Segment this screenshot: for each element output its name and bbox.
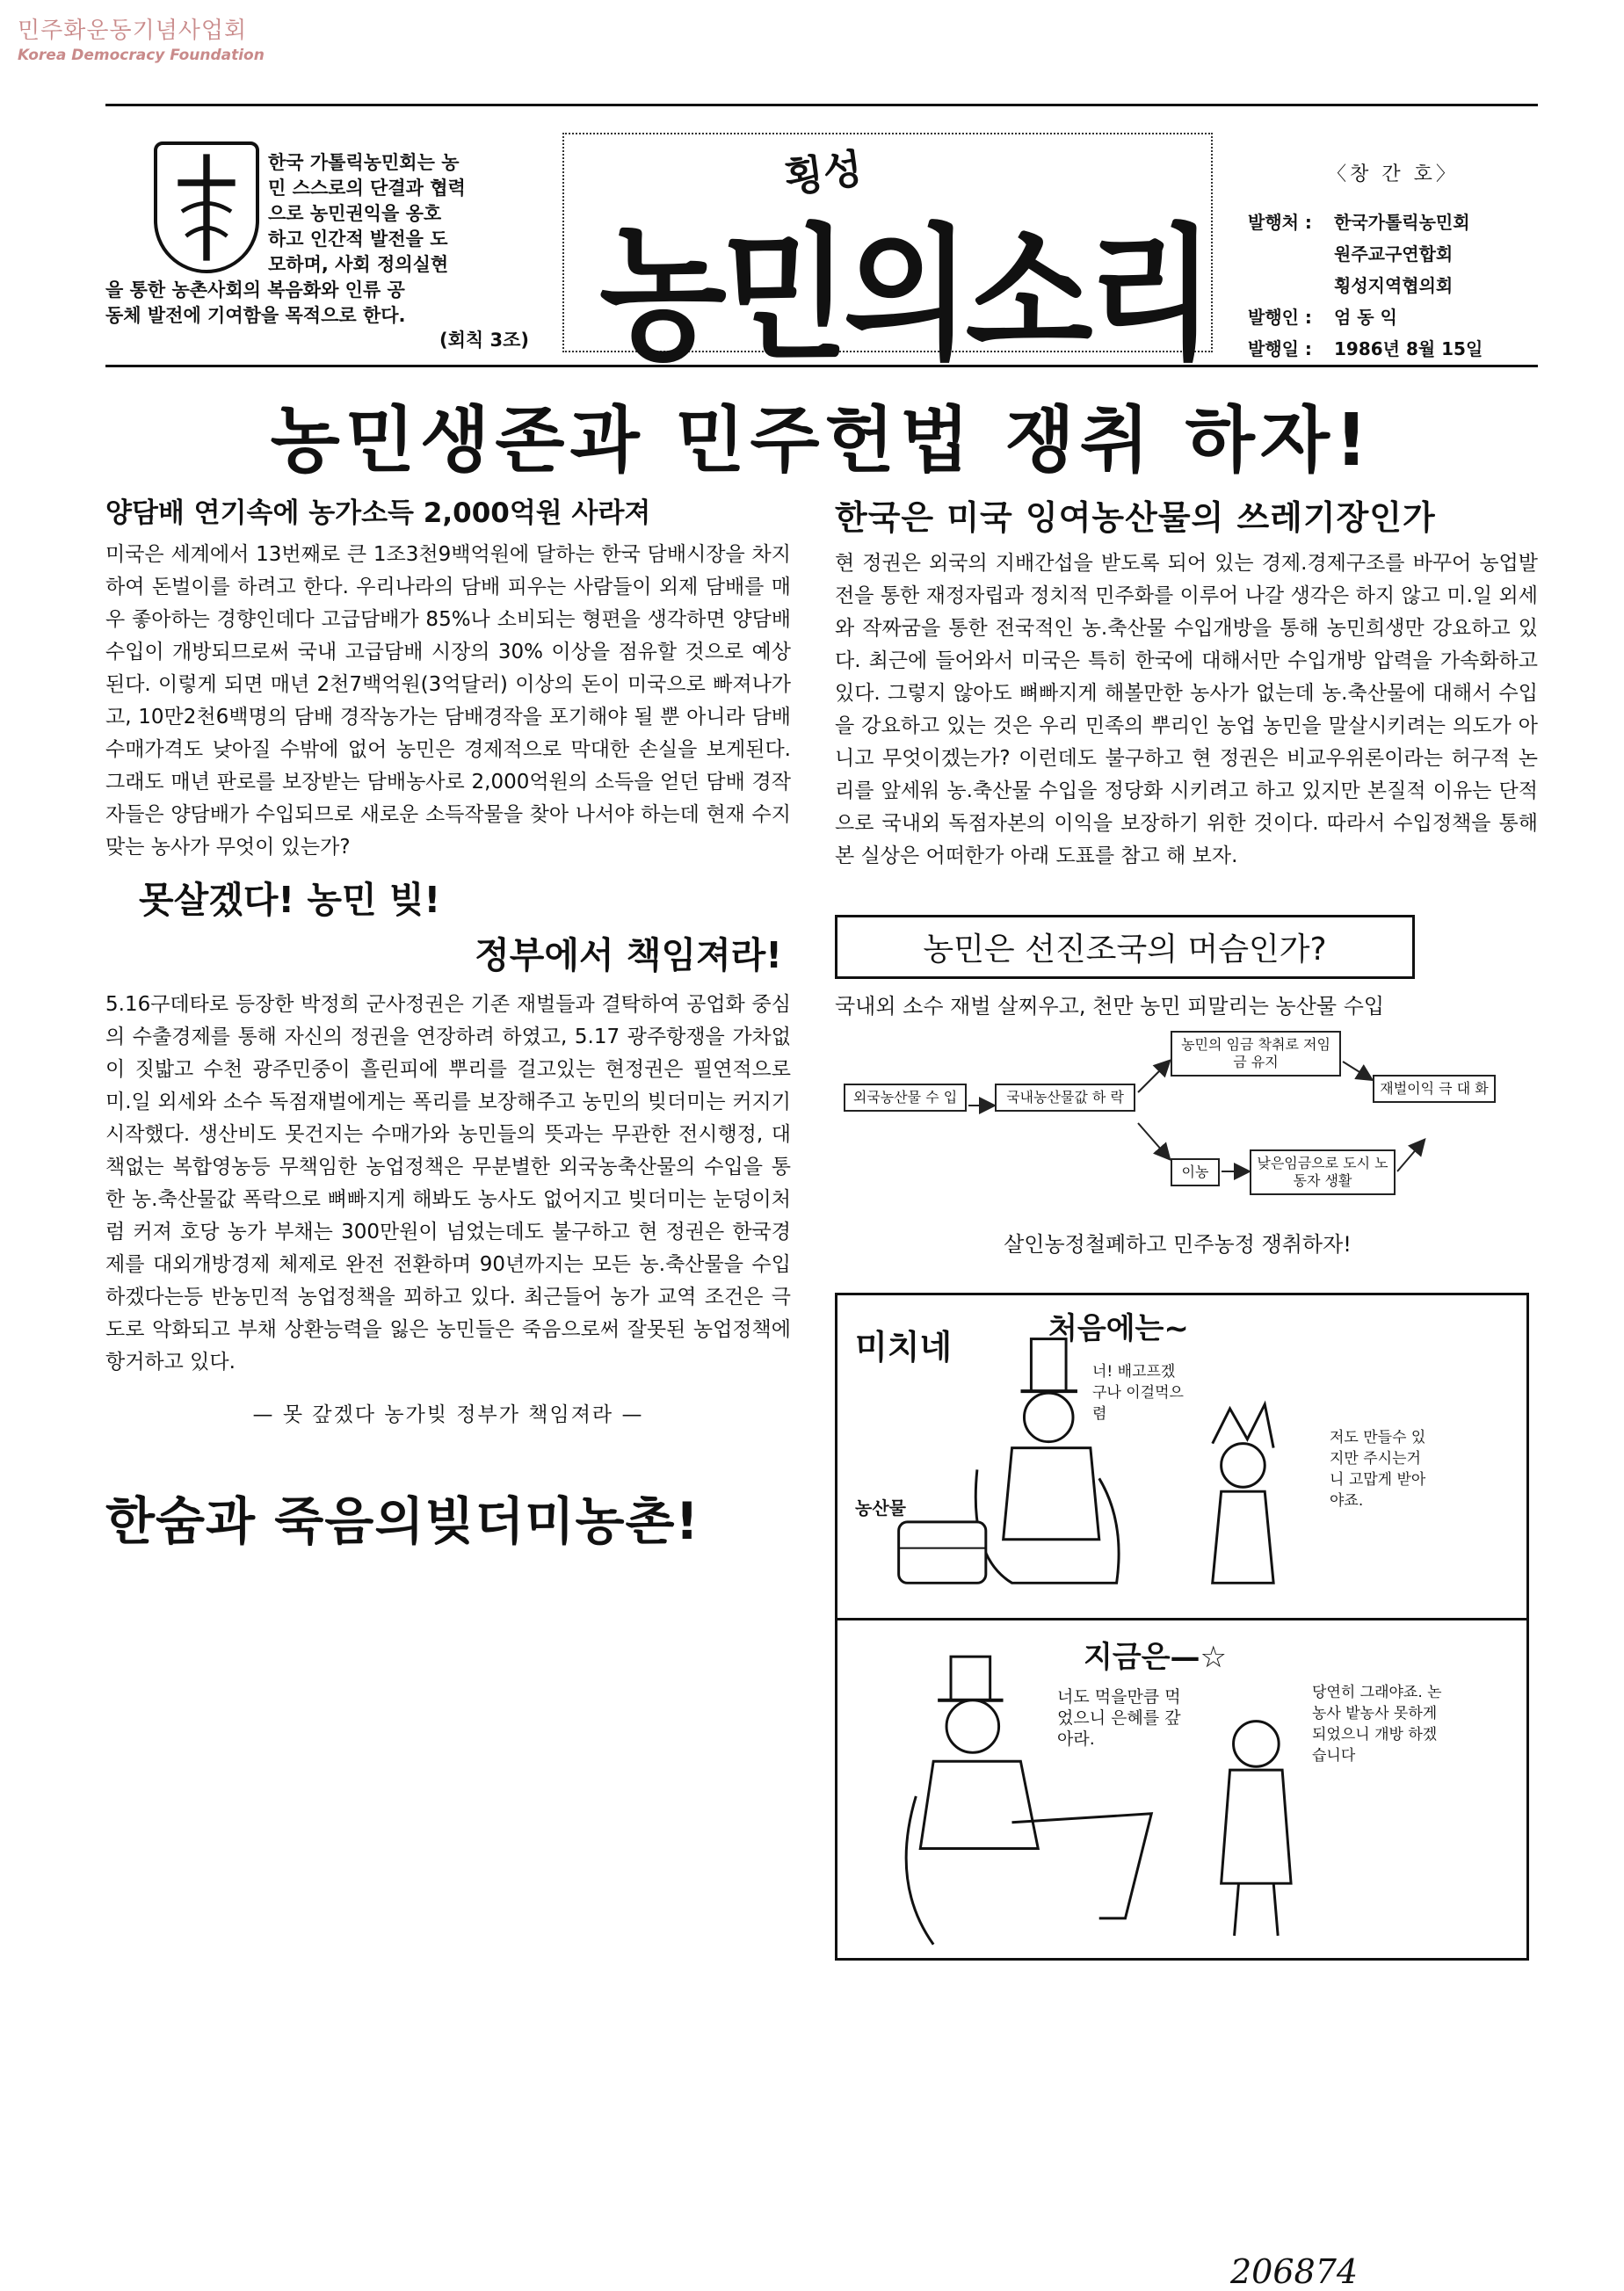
publisher-row: [1248, 238, 1538, 270]
diagram-slogan: 살인농정철폐하고 민주농정 쟁취하자!: [1004, 1232, 1352, 1257]
debt-subheading-2: 정부에서 책임져라!: [475, 934, 782, 976]
import-flow-diagram: [835, 1026, 1520, 1220]
diagram-box-title: 농민은 선진조국의 머슴인가?: [835, 915, 1415, 979]
mission-line: 모하며, 사회 정의실현: [268, 254, 449, 275]
flow-node-price-drop: 국내농산물값 하 락: [995, 1084, 1135, 1112]
issuer-label: 발행인 :: [1248, 307, 1312, 328]
panel1-speech-farmer: 저도 만들수 있지만 주시는거니 고맙게 받아야죠.: [1330, 1429, 1426, 1510]
newspaper-title: 농민의소리: [599, 211, 1210, 381]
watermark-english: Korea Democracy Foundation: [18, 47, 265, 64]
newsletter-page: [105, 104, 1538, 2291]
archive-document-number: 206874: [1230, 2252, 1359, 2291]
left-column: [105, 490, 791, 1554]
catholic-farmers-emblem-icon: [154, 141, 259, 273]
publisher-name: 한국가톨릭농민회: [1334, 212, 1470, 233]
cartoon-panel-before: [837, 1295, 1526, 1620]
date-row: [1248, 333, 1538, 365]
panel1-speech-sam: 너! 배고프겠구나 이걸먹으렴: [1092, 1363, 1184, 1423]
main-headline: 농민생존과 민주헌법 쟁취 하자!: [270, 399, 1374, 482]
publisher-name: 원주교구연합회: [1334, 243, 1454, 265]
flow-node-imports: 외국농산물 수 입: [844, 1084, 967, 1112]
mission-line: 동체 발전에 기여함을 목적으로 한다.: [105, 305, 406, 326]
foundation-watermark: [18, 12, 265, 64]
bottom-banner-slogan: 한숨과 죽음의빚더미농촌!: [105, 1491, 700, 1551]
panel2-speech-farmer: 당연히 그래야죠. 논농사 밭농사 못하게 되었으니 개방 하겠습니다: [1312, 1684, 1442, 1765]
publisher-row: [1248, 207, 1538, 238]
cartoon-panel-now: [837, 1620, 1526, 1959]
flow-node-conglomerate-profit: 재벌이익 극 대 화: [1373, 1075, 1496, 1103]
debt-subheading-1: 못살겠다! 농민 빚!: [139, 879, 441, 921]
flow-node-wage-exploitation: 농민의 임금 착취로 저임금 유지: [1171, 1031, 1341, 1077]
mission-line: 민 스스로의 단결과 협력: [268, 178, 466, 199]
right-column: [835, 490, 1538, 1961]
bylaw-reference: (회칙 3조): [439, 330, 529, 351]
panel1-sack-label: 농산물: [855, 1497, 906, 1519]
panel1-title: 처음에는~: [1048, 1311, 1189, 1346]
debt-article-closing: — 못 갚겠다 농가빚 정부가 책임져라 —: [252, 1403, 644, 1426]
publication-info: [1248, 159, 1538, 365]
mission-line: 을 통한 농촌사회의 복음화와 인류 공: [105, 279, 405, 301]
debt-article-body: 5.16구데타로 등장한 박정희 군사정권은 기존 재벌들과 결탁하여 공업화 중심의 수출경제를 통해 자신의 정권을 연장하려 하였고, 5.17 광주항쟁을 가차없이 짓밟고 수천 광주민중이 흘린피에 뿌리를 걸고있는 현정권은 필연적으로 미.일 외세와 소수 독점재벌에게는 폭리를 보장해주고 농민의 빚더미는 커지기 시작했다. 생산비도 못건지는 수매가와 농민들의 뜻과는 무관한 전시행정, 대책없는 복합영농등 무책임한 농업정책은 무분별한 외국농축산물의 수입을 통한 농.축산물값 폭락으로 뼈빠지게 해봐도 농사도 없어지고 빚더미는 눈덩이처럼 커져 호당 농가 부채는 300만원이 넘었는데도 불구하고 현 정권은 한국경제를 대외개방경제 체제로 완전 전환하며 90년까지는 모든 농.축산물을 수입하겠다는등 반농민적 농업정책을 꾀하고 있다. 최근들어 농가 교역 조건은 극도로 악화되고 부채 상환능력을 잃은 농민들은 죽음으로써 잘못된 농업정책에 항거하고 있다.: [105, 993, 791, 1374]
flow-node-urban-labor: 낮은임금으로 도시 노동자 생활: [1250, 1149, 1396, 1195]
panel2-title: 지금은—☆: [1084, 1640, 1228, 1675]
mission-line: 하고 인간적 발전을 도: [268, 228, 448, 250]
tobacco-article-title: 양담배 연기속에 농가소득 2,000억원 사라져: [105, 497, 651, 529]
issuer-name: 엄 동 익: [1334, 307, 1397, 328]
tobacco-article-body: 미국은 세계에서 13번째로 큰 1조3천9백억원에 달하는 한국 담배시장을 차지하여 돈벌이를 하려고 한다. 우리나라의 담배 피우는 사람들이 외제 담배를 매우 좋아하는 경향인데다 고급담배가 85%나 소비되는 형편을 생각하면 양담배 수입이 개방되므로써 국내 고급담배 시장의 30% 이상을 점유할 것으로 예상된다. 이렇게 되면 매년 2천7백억원(3억달러) 이상의 돈이 미국으로 빠져나가고, 10만2천6백명의 담배 경작농가는 담배경작을 포기해야 될 뿐 아니라 담배 수매가격도 낮아질 수밖에 없어 농민은 경제적으로 막대한 손실을 보게된다. 그래도 매년 판로를 보장받는 담배농사로 2,000억원의 소득을 얻던 담배 경작자들은 양담배가 수입되므로 새로운 소득작물을 찾아 나서야 하는데 현재 수지 맞는 농사가 무엇이 있는가?: [105, 543, 791, 859]
panel2-speech-sam: 너도 먹을만큼 먹었으니 은혜를 갚아라.: [1057, 1687, 1181, 1749]
mission-line: 으로 농민권익을 옹호: [268, 203, 442, 224]
newspaper-title-box: [562, 133, 1213, 381]
surplus-article-title: 한국은 미국 잉여농산물의 쓰레기장인가: [835, 498, 1436, 537]
date-label: 발행일 :: [1248, 338, 1312, 359]
masthead: [105, 104, 1538, 381]
issue-date: 1986년 8월 15일: [1334, 338, 1483, 359]
issuer-row: [1248, 301, 1538, 333]
publisher-row: [1248, 270, 1538, 301]
political-cartoon: [835, 1293, 1529, 1961]
publisher-label: 발행처 :: [1248, 212, 1312, 233]
watermark-korean: 민주화운동기념사업회: [18, 18, 248, 44]
panel1-exclaim: 미치네: [855, 1328, 953, 1367]
flow-node-rural-exodus: 이농: [1171, 1158, 1220, 1186]
region-name: 횡성: [781, 144, 866, 202]
mission-line: 한국 가톨릭농민회는 농: [268, 152, 460, 173]
surplus-article-body: 현 정권은 외국의 지배간섭을 받도록 되어 있는 경제.경제구조를 바꾸어 농업발전을 통한 재정자립과 정치적 민주화를 이루어 나갈 생각은 하지 않고 미.일 외세와 작짜굼을 통한 전국적인 농.축산물 수입개방을 통해 농민희생만 강요하고 있다. 최근에 들어와서 미국은 특히 한국에 대해서만 수입개방 압력을 가속화하고 있다. 그렇지 않아도 뼈빠지게 해볼만한 농사가 없는데 농.축산물에 대해서 수입을 강요하고 있는 것은 우리 민족의 뿌리인 농업 농민을 말살시키려는 의도가 아니고 무엇이겠는가? 이런데도 불구하고 현 정권은 비교우위론이라는 허구적 논리를 앞세워 농.축산물 수입을 정당화 시키려고 하고 있지만 본질적 이유는 단적으로 국내외 독점자본의 이익을 보장하기 위한 것이다. 따라서 수입정책을 통해본 실상은 어떠한가 아래 도표를 참고 해 보자.: [835, 552, 1538, 867]
diagram-caption: 국내외 소수 재벌 살찌우고, 천만 농민 피말리는 농산물 수입: [835, 994, 1385, 1019]
edition-label: 〈창 간 호〉: [1327, 163, 1459, 185]
publisher-name: 횡성지역협의회: [1334, 275, 1454, 296]
